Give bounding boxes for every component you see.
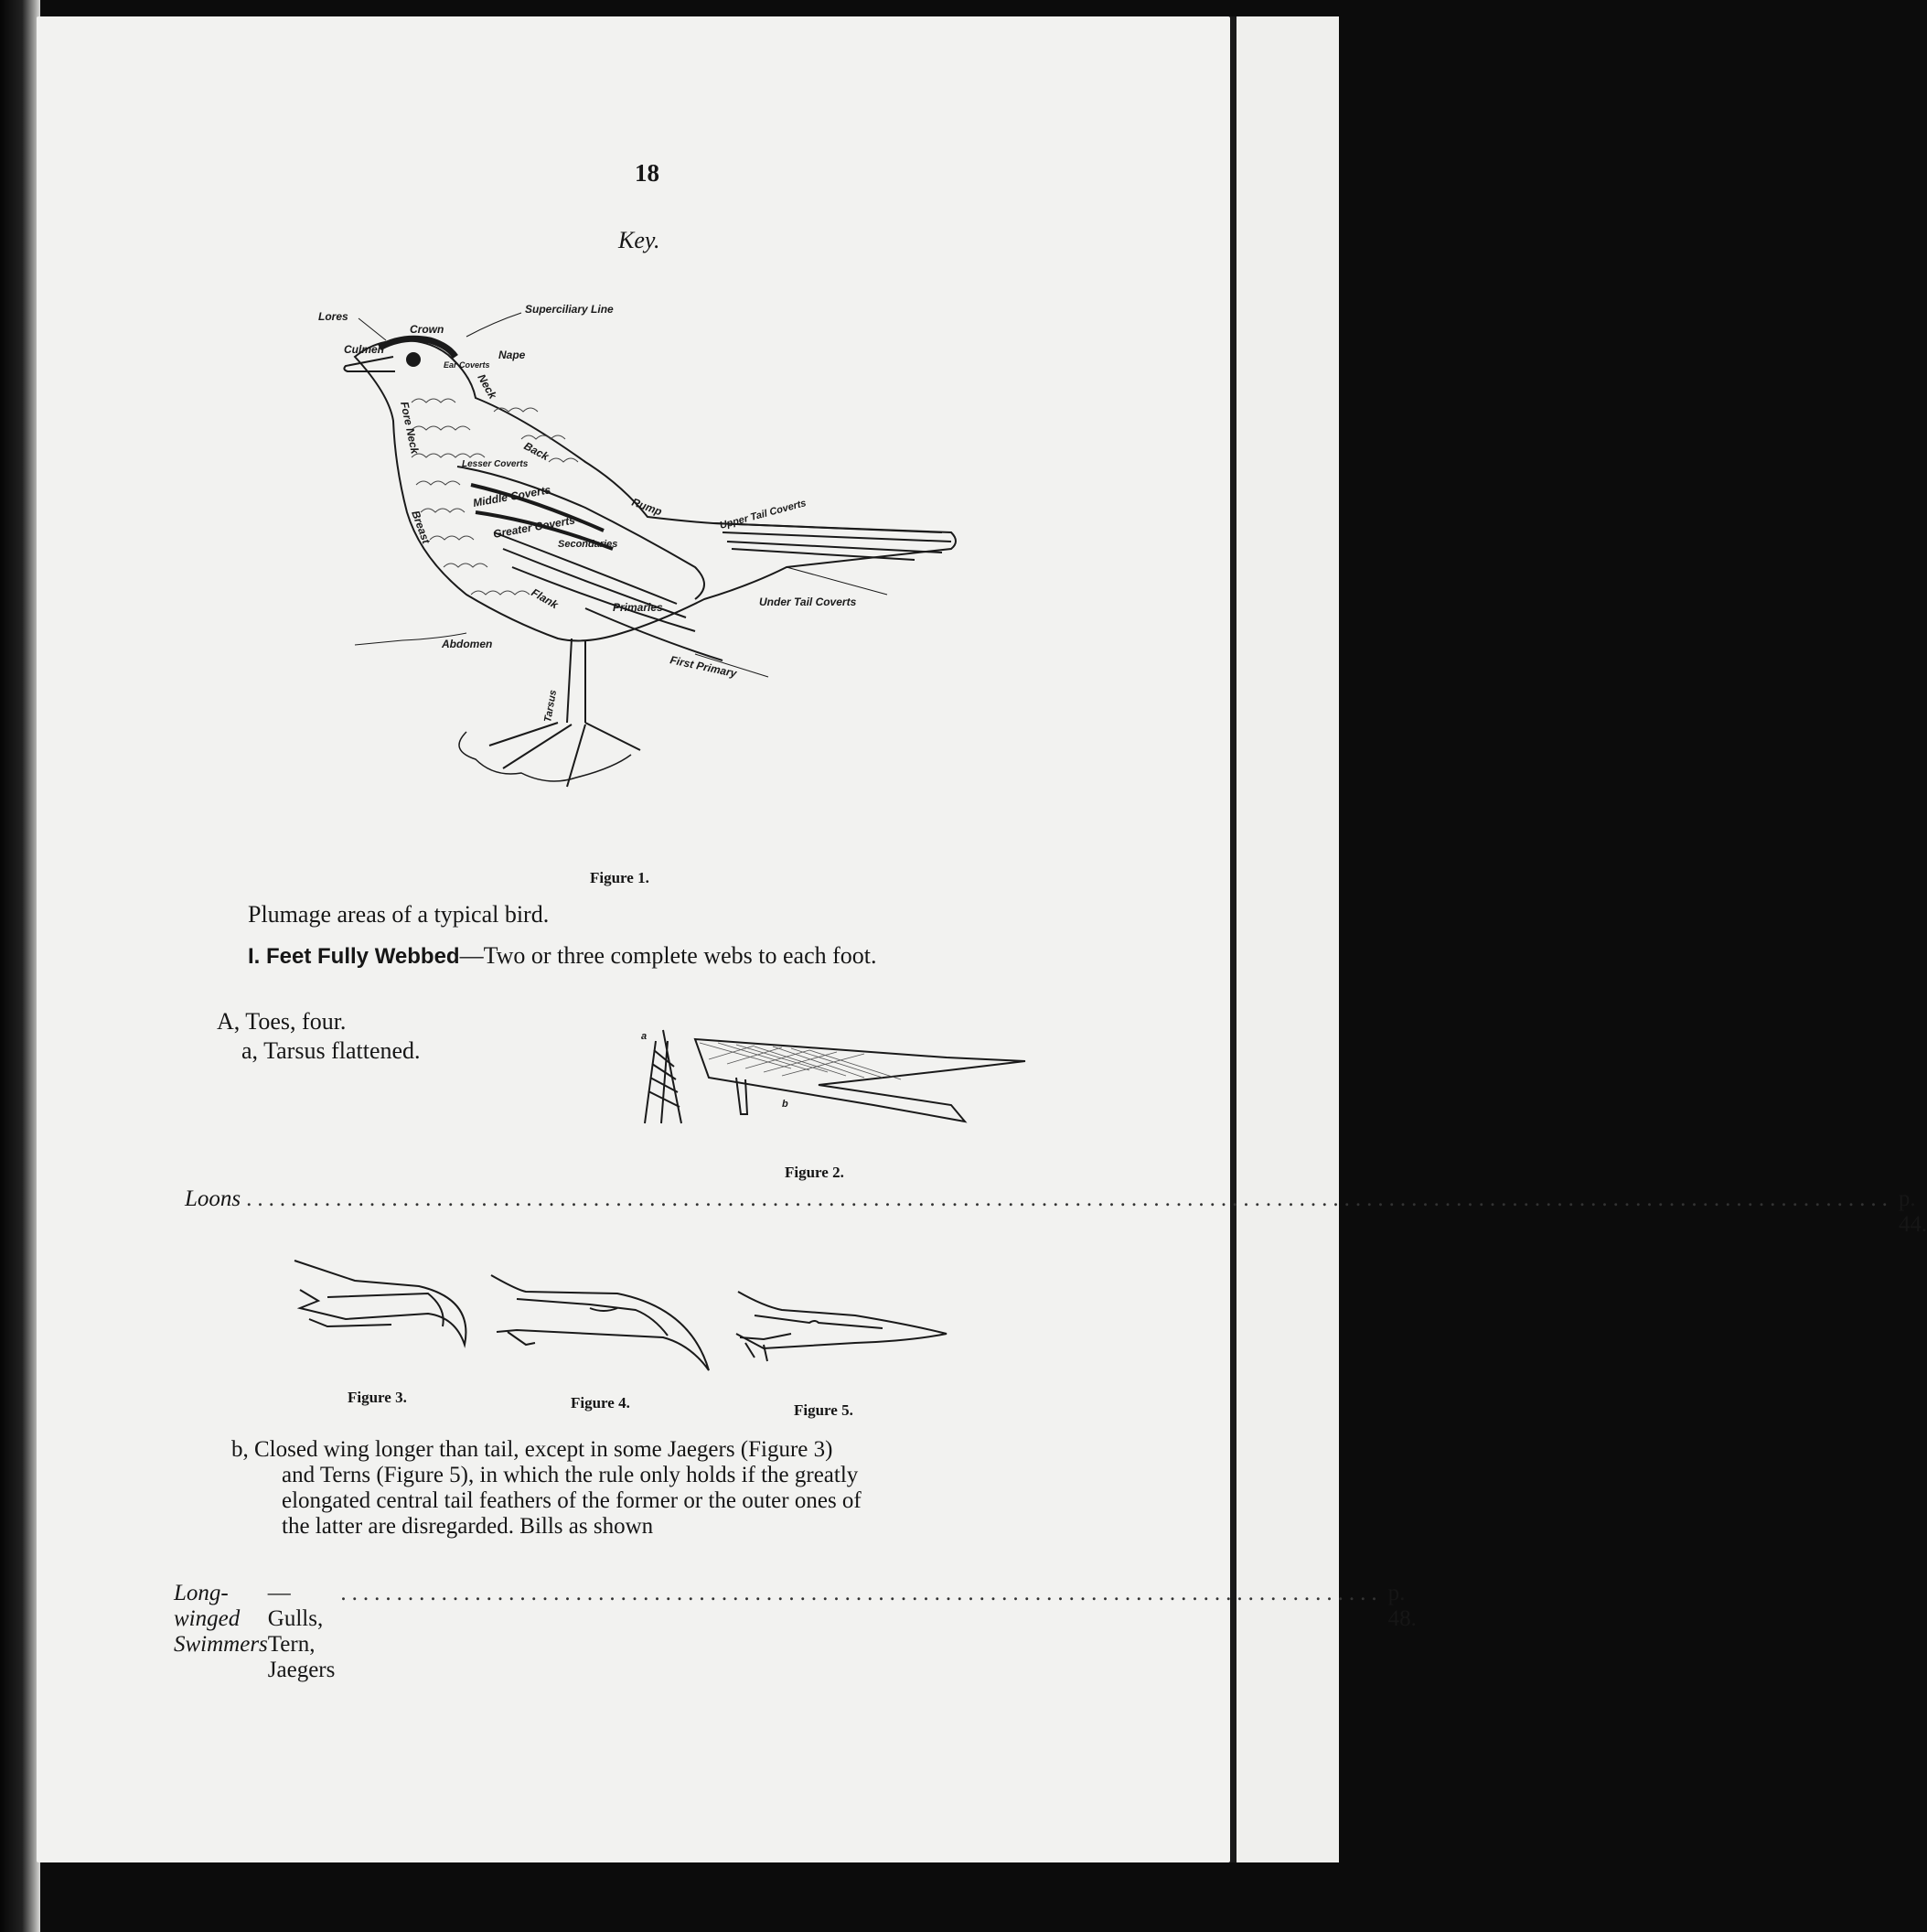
figure-5-caption: Figure 5.: [794, 1401, 853, 1419]
key-b-line-4: the latter are disregarded. Bills as shown: [282, 1514, 654, 1539]
running-head: Key.: [618, 227, 660, 253]
jaeger-bill-illustration: [291, 1253, 474, 1363]
label-under-tail-coverts: Under Tail Coverts: [759, 596, 857, 608]
key-b-line-3: elongated central tail feathers of the former or the outer ones of: [282, 1488, 862, 1513]
label-breast: Breast: [409, 509, 434, 546]
label-ear-coverts: Ear Coverts: [444, 360, 490, 370]
long-winged-page-ref: p. 48.: [1387, 1581, 1417, 1631]
label-culmen: Culmen: [344, 343, 385, 356]
label-flank: Flank: [529, 585, 561, 612]
key-b-line-2: and Terns (Figure 5), in which the rule only holds if the greatly: [282, 1463, 859, 1487]
figure-2-caption: Figure 2.: [785, 1164, 844, 1181]
label-lores: Lores: [318, 310, 348, 323]
label-nape: Nape: [498, 349, 526, 361]
loons-entry: [185, 1186, 1927, 1238]
label-secondaries: Secondaries: [558, 539, 618, 550]
key-A-sub-a: a, Tarsus flattened.: [241, 1037, 421, 1064]
label-middle-coverts: Middle Coverts: [472, 483, 552, 510]
label-lesser-coverts: Lesser Coverts: [462, 459, 529, 469]
loons-name: Loons: [185, 1186, 241, 1211]
tern-bill-illustration: [727, 1288, 956, 1370]
leader-dots: .............................................................................................: [340, 1581, 1383, 1605]
label-rump: Rump: [629, 495, 664, 519]
section-I-text: —Two or three complete webs to each foot.: [459, 942, 877, 969]
label-back: Back: [521, 439, 551, 464]
section-I-heading: I. Feet Fully Webbed: [248, 944, 460, 969]
leader-dots: ...................................................................................................................................................: [246, 1186, 1893, 1211]
long-winged-name: Long-winged Swimmers: [174, 1581, 268, 1657]
label-primaries: Primaries: [613, 601, 663, 614]
key-A-label: A, Toes, four.: [217, 1008, 347, 1035]
gull-bill-illustration: [489, 1272, 718, 1381]
figure-1-caption: Figure 1.: [590, 869, 649, 886]
label-greater-coverts: Greater Coverts: [492, 513, 576, 541]
key-b-line-1: b, Closed wing longer than tail, except in some Jaegers (Figure 3): [231, 1437, 833, 1462]
label-superciliary-line: Superciliary Line: [525, 303, 614, 316]
long-winged-entry: [174, 1581, 1417, 1683]
label-tarsus: Tarsus: [542, 689, 560, 724]
figure-4-caption: Figure 4.: [571, 1394, 630, 1411]
figure-1-description: Plumage areas of a typical bird.: [248, 901, 550, 928]
long-winged-detail: —Gulls, Tern, Jaegers: [267, 1581, 336, 1682]
label-fore-neck: Fore Neck: [398, 400, 422, 456]
loon-feet-illustration: [608, 1023, 1038, 1132]
figure-2-mark-b: b: [782, 1099, 788, 1110]
label-upper-tail-coverts: Upper Tail Coverts: [718, 498, 808, 531]
figure-2-mark-a: a: [641, 1031, 648, 1042]
loons-page-ref: p. 44.: [1898, 1186, 1927, 1237]
book-edge-left: [0, 0, 40, 1932]
figure-3-caption: Figure 3.: [348, 1389, 407, 1406]
bird-illustration: [311, 293, 988, 842]
page-number: 18: [635, 159, 659, 187]
label-neck: Neck: [475, 371, 499, 402]
label-abdomen: Abdomen: [442, 638, 493, 650]
section-I-line: [248, 942, 877, 970]
label-first-primary: First Primary: [669, 653, 738, 681]
label-crown: Crown: [410, 323, 444, 336]
